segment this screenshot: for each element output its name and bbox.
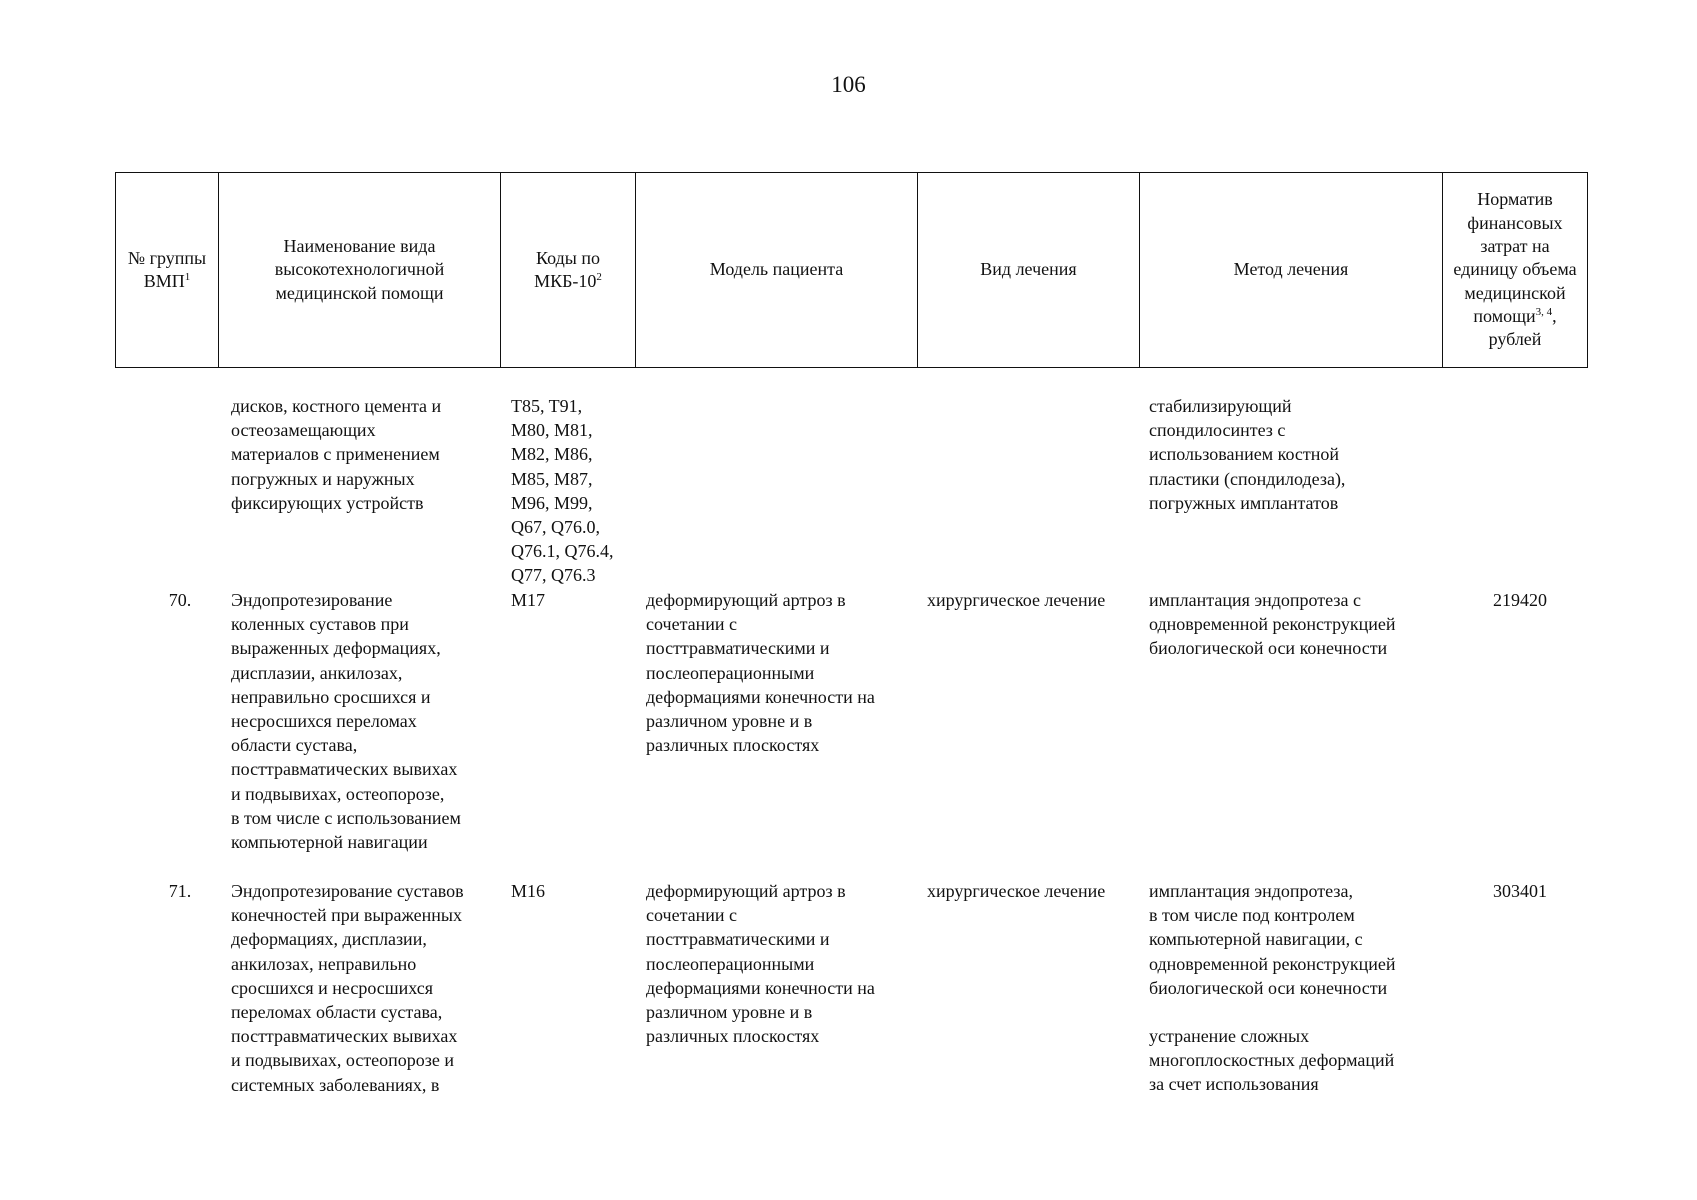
header-group-number: № группы ВМП$^1$: [116, 173, 219, 368]
row-treatment-type: хирургическое лечение: [927, 881, 1106, 901]
row-treatment-method: имплантация эндопротеза с одновременной реконструкцией биологической оси конечности: [1149, 590, 1396, 659]
row-treatment-method: имплантация эндопротеза, в том числе под контролем компьютерной навигации, с одновременной реконструкцией биологической оси конечности: [1149, 881, 1396, 998]
row-care-type-name: дисков, костного цемента и остеозамещающих материалов с применением погружных и наружных фиксирующих устройств: [231, 396, 442, 513]
row-cost-norm: 219420: [1493, 590, 1547, 610]
header-treatment-method: Метод лечения: [1140, 173, 1443, 368]
header-patient-model: Модель пациента: [636, 173, 918, 368]
page-number: 106: [831, 72, 866, 97]
row-cost-norm: 303401: [1493, 881, 1547, 901]
row-icd-codes: M16: [511, 881, 546, 901]
row-patient-model: деформирующий артроз в сочетании с посттравматическими и послеоперационными деформациями конечности на различном уровне и в различных плоскостях: [646, 881, 875, 1047]
row-treatment-method-extra: устранение сложных многоплоскостных деформаций за счет использования: [1149, 1026, 1395, 1095]
row-icd-codes: M17: [511, 590, 546, 610]
header-cost-norm: Норматив финансовых затрат на единицу объема медицинской помощи$^{3, 4}$, рублей: [1443, 173, 1588, 368]
row-care-type-name: Эндопротезирование суставов конечностей при выраженных деформациях, дисплазии, анкилозах, неправильно сросшихся и несросшихся переломах области сустава, посттравматических вывихах и подвывихах, остеопорозе и системных заболеваниях, в: [231, 881, 464, 1095]
row-care-type-name: Эндопротезирование коленных суставов при выраженных деформациях, дисплазии, анкилозах, неправильно сросшихся и несросшихся переломах области сустава, посттравматических вывихах и подвывихах, остеопорозе, в том числе с использованием компьютерной навигации: [231, 590, 461, 853]
row-treatment-method: стабилизирующий спондилосинтез с использованием костной пластики (спондилодеза), погружных имплантатов: [1149, 396, 1346, 513]
row-number: 71.: [168, 881, 192, 901]
row-icd-codes: T85, T91, M80, M81, M82, M86, M85, M87, M96, M99, Q67, Q76.0, Q76.1, Q76.4, Q77, Q76.3: [511, 396, 614, 586]
row-treatment-type: хирургическое лечение: [927, 590, 1106, 610]
table-header: [115, 172, 1588, 368]
header-care-type-name: Наименование вида высокотехнологичной медицинской помощи: [219, 173, 501, 368]
header-treatment-type: Вид лечения: [918, 173, 1140, 368]
header-icd-codes: Коды по МКБ-$10^2$: [501, 173, 636, 368]
row-patient-model: деформирующий артроз в сочетании с посттравматическими и послеоперационными деформациями конечности на различном уровне и в различных плоскостях: [646, 590, 875, 756]
row-number: 70.: [168, 590, 192, 610]
